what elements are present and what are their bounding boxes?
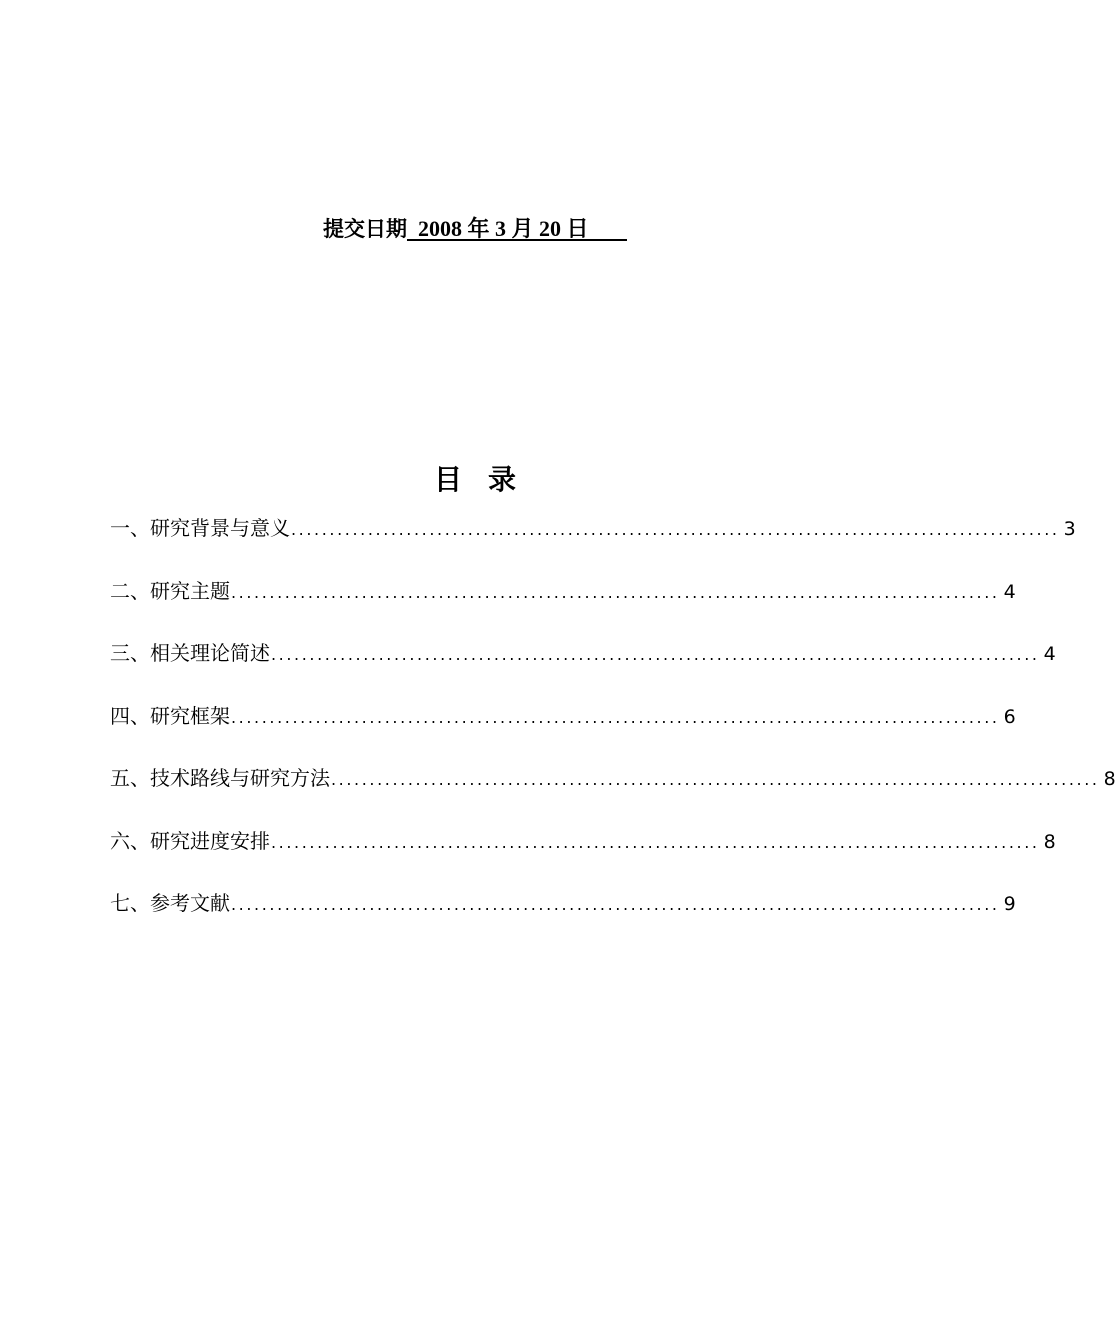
toc-page-number: 9: [1003, 893, 1016, 915]
toc-page-number: 4: [1043, 643, 1056, 665]
toc-dot-leader: ....................................................................................................: [331, 770, 1100, 789]
toc-entry[interactable]: [110, 699, 1016, 762]
toc-dot-leader: ....................................................................................................: [291, 520, 1060, 539]
toc-entry[interactable]: [110, 574, 1016, 637]
toc-dot-leader: ....................................................................................................: [231, 895, 1000, 914]
toc-entry-text: 一、研究背景与意义: [110, 516, 290, 540]
toc-dot-leader: ....................................................................................................: [231, 582, 1000, 602]
submission-date-line: [0, 212, 950, 246]
toc-entry[interactable]: [110, 824, 1056, 887]
toc-entry-text: 三、相关理论简述: [110, 641, 270, 665]
toc-title: 目录: [433, 463, 542, 496]
toc-entry[interactable]: [110, 511, 1076, 574]
toc-entry-text: 六、研究进度安排: [110, 828, 270, 853]
toc-entry-text: 四、研究框架: [110, 703, 230, 728]
toc-entry[interactable]: [110, 761, 1116, 824]
toc-entry[interactable]: [110, 886, 1016, 949]
toc-entry-text: 五、技术路线与研究方法: [110, 766, 330, 790]
table-of-contents: [110, 511, 1116, 949]
toc-dot-leader: ....................................................................................................: [271, 832, 1040, 852]
toc-page-number: 3: [1063, 518, 1076, 540]
toc-dot-leader: ....................................................................................................: [271, 645, 1040, 664]
toc-entry[interactable]: [110, 636, 1056, 699]
toc-entry-text: 二、研究主题: [110, 578, 230, 603]
toc-dot-leader: ....................................................................................................: [231, 707, 1000, 727]
submission-date-value: 2008 年 3 月 20 日: [406, 216, 627, 241]
toc-entry-text: 七、参考文献: [110, 891, 230, 915]
toc-page-number: 6: [1003, 705, 1016, 728]
submission-date-label: 提交日期: [322, 217, 407, 241]
toc-page-number: 8: [1043, 830, 1056, 853]
toc-page-number: 4: [1003, 580, 1016, 603]
toc-page-number: 8: [1103, 768, 1116, 790]
